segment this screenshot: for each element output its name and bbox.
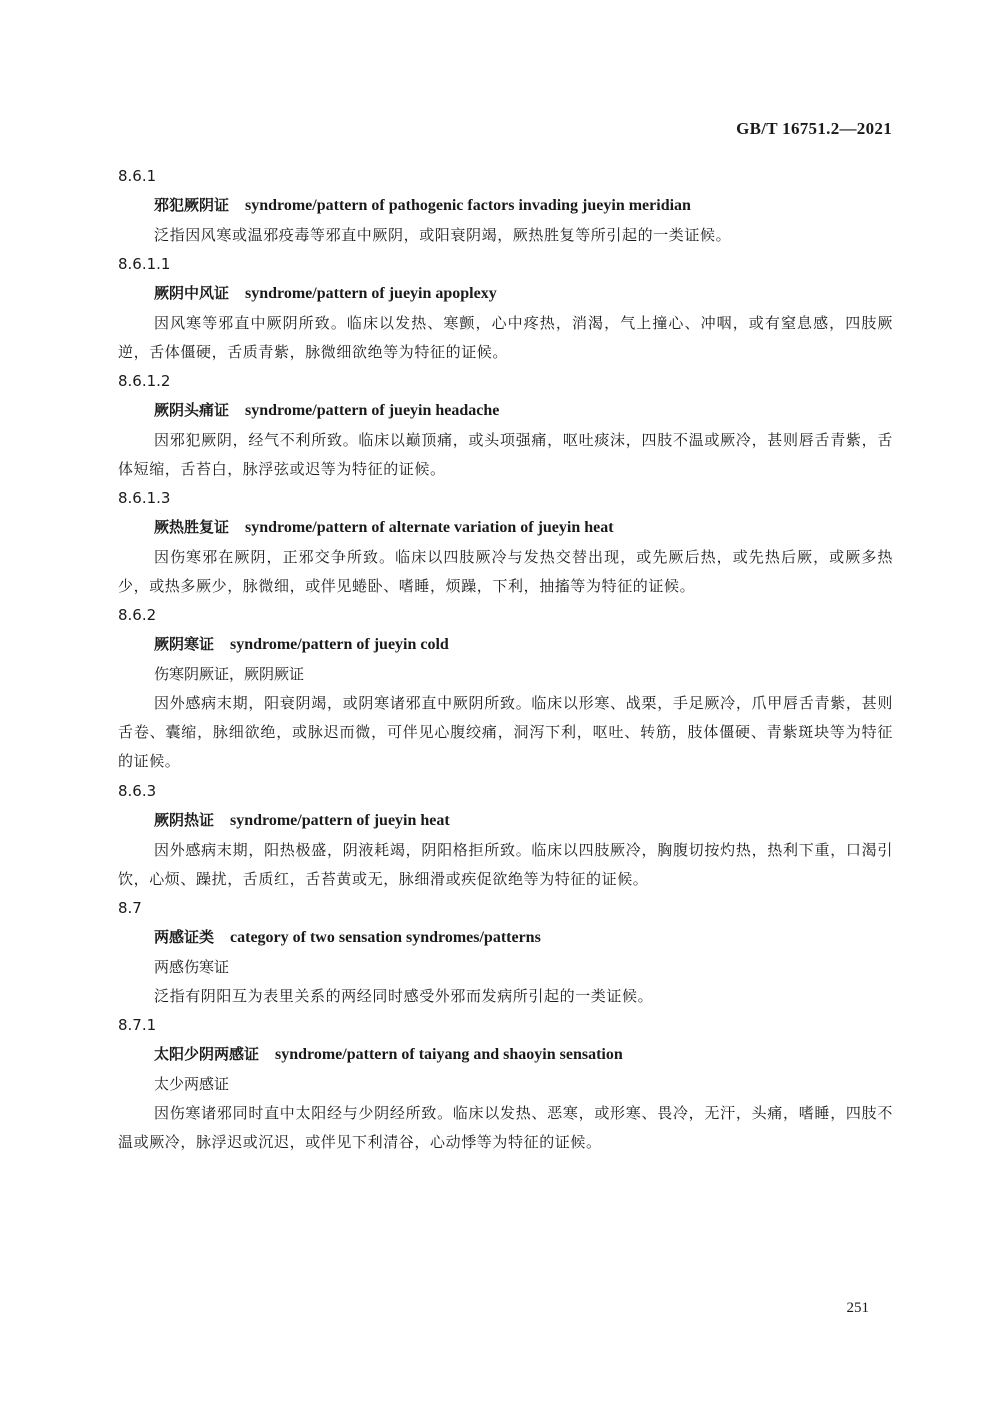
term-english: syndrome/pattern of pathogenic factors invading jueyin meridian: [245, 197, 691, 214]
clause-number: 8.7: [118, 899, 142, 917]
term-definition: 因伤寒诸邪同时直中太阳经与少阴经所致。临床以发热、恶寒，或形寒、畏冷，无汗，头痛，嗜睡，四肢不温或厥冷，脉浮迟或沉迟，或伴见下利清谷，心动悸等为特征的证候。: [118, 1104, 893, 1151]
term-english: syndrome/pattern of taiyang and shaoyin sensation: [275, 1046, 623, 1063]
term-chinese: 厥阴热证: [154, 811, 215, 829]
term-english: syndrome/pattern of alternate variation of jueyin heat: [245, 519, 614, 536]
term-chinese: 厥阴中风证: [154, 284, 230, 302]
term-heading: [154, 806, 450, 835]
term-english: syndrome/pattern of jueyin headache: [245, 402, 500, 419]
term-synonym: 两感伤寒证: [154, 958, 230, 976]
term-chinese: 太阳少阴两感证: [154, 1045, 260, 1063]
term-chinese: 两感证类: [154, 928, 215, 946]
clause-number: 8.6.1: [118, 167, 157, 185]
term-heading: [154, 923, 541, 952]
term-heading: [154, 1040, 623, 1069]
term-english: category of two sensation syndromes/patterns: [230, 929, 541, 946]
clause-number: 8.6.1.3: [118, 489, 171, 507]
term-definition: 因外感病末期，阳衰阴竭，或阴寒诸邪直中厥阴所致。临床以形寒、战栗，手足厥冷，爪甲唇舌青紫，甚则舌卷、囊缩，脉细欲绝，或脉迟而微，可伴见心腹绞痛，洞泻下利，呕吐、转筋，肢体僵硬、青紫斑块等为特征的证候。: [118, 694, 893, 770]
term-definition: 因邪犯厥阴，经气不利所致。临床以巅顶痛，或头项强痛，呕吐痰沫，四肢不温或厥冷，甚则唇舌青紫，舌体短缩，舌苔白，脉浮弦或迟等为特征的证候。: [118, 431, 893, 478]
term-english: syndrome/pattern of jueyin apoplexy: [245, 285, 497, 302]
term-definition: 因伤寒邪在厥阴，正邪交争所致。临床以四肢厥冷与发热交替出现，或先厥后热，或先热后厥，或厥多热少，或热多厥少，脉微细，或伴见蜷卧、嗜睡，烦躁，下利，抽搐等为特征的证候。: [118, 548, 893, 595]
term-definition: 因风寒等邪直中厥阴所致。临床以发热、寒颤，心中疼热，消渴，气上撞心、冲咽，或有窒息感，四肢厥逆，舌体僵硬，舌质青紫，脉微细欲绝等为特征的证候。: [118, 314, 893, 361]
term-heading: [154, 630, 449, 659]
term-definition: 因外感病末期，阳热极盛，阴液耗竭，阴阳格拒所致。临床以四肢厥冷，胸腹切按灼热，热利下重，口渴引饮，心烦、躁扰，舌质红，舌苔黄或无，脉细滑或疾促欲绝等为特征的证候。: [118, 841, 893, 888]
term-definition: 泛指因风寒或温邪疫毒等邪直中厥阴，或阳衰阴竭，厥热胜复等所引起的一类证候。: [154, 226, 732, 244]
term-chinese: 厥阴寒证: [154, 635, 215, 653]
term-chinese: 邪犯厥阴证: [154, 196, 230, 214]
term-chinese: 厥阴头痛证: [154, 401, 230, 419]
term-heading: [154, 191, 691, 220]
term-english: syndrome/pattern of jueyin cold: [230, 636, 449, 653]
clause-number: 8.6.2: [118, 606, 157, 624]
term-synonym: 太少两感证: [154, 1075, 230, 1093]
clause-number: 8.6.3: [118, 782, 157, 800]
term-heading: [154, 279, 497, 308]
term-english: syndrome/pattern of jueyin heat: [230, 812, 450, 829]
standard-number: GB/T 16751.2—2021: [736, 119, 892, 138]
term-heading: [154, 513, 614, 542]
term-synonym: 伤寒阴厥证，厥阴厥证: [154, 665, 305, 683]
clause-number: 8.7.1: [118, 1016, 157, 1034]
clause-number: 8.6.1.2: [118, 372, 171, 390]
term-chinese: 厥热胜复证: [154, 518, 230, 536]
term-heading: [154, 396, 499, 425]
clause-number: 8.6.1.1: [118, 255, 171, 273]
page-number: 251: [846, 1300, 869, 1316]
term-definition: 泛指有阴阳互为表里关系的两经同时感受外邪而发病所引起的一类证候。: [154, 987, 654, 1005]
